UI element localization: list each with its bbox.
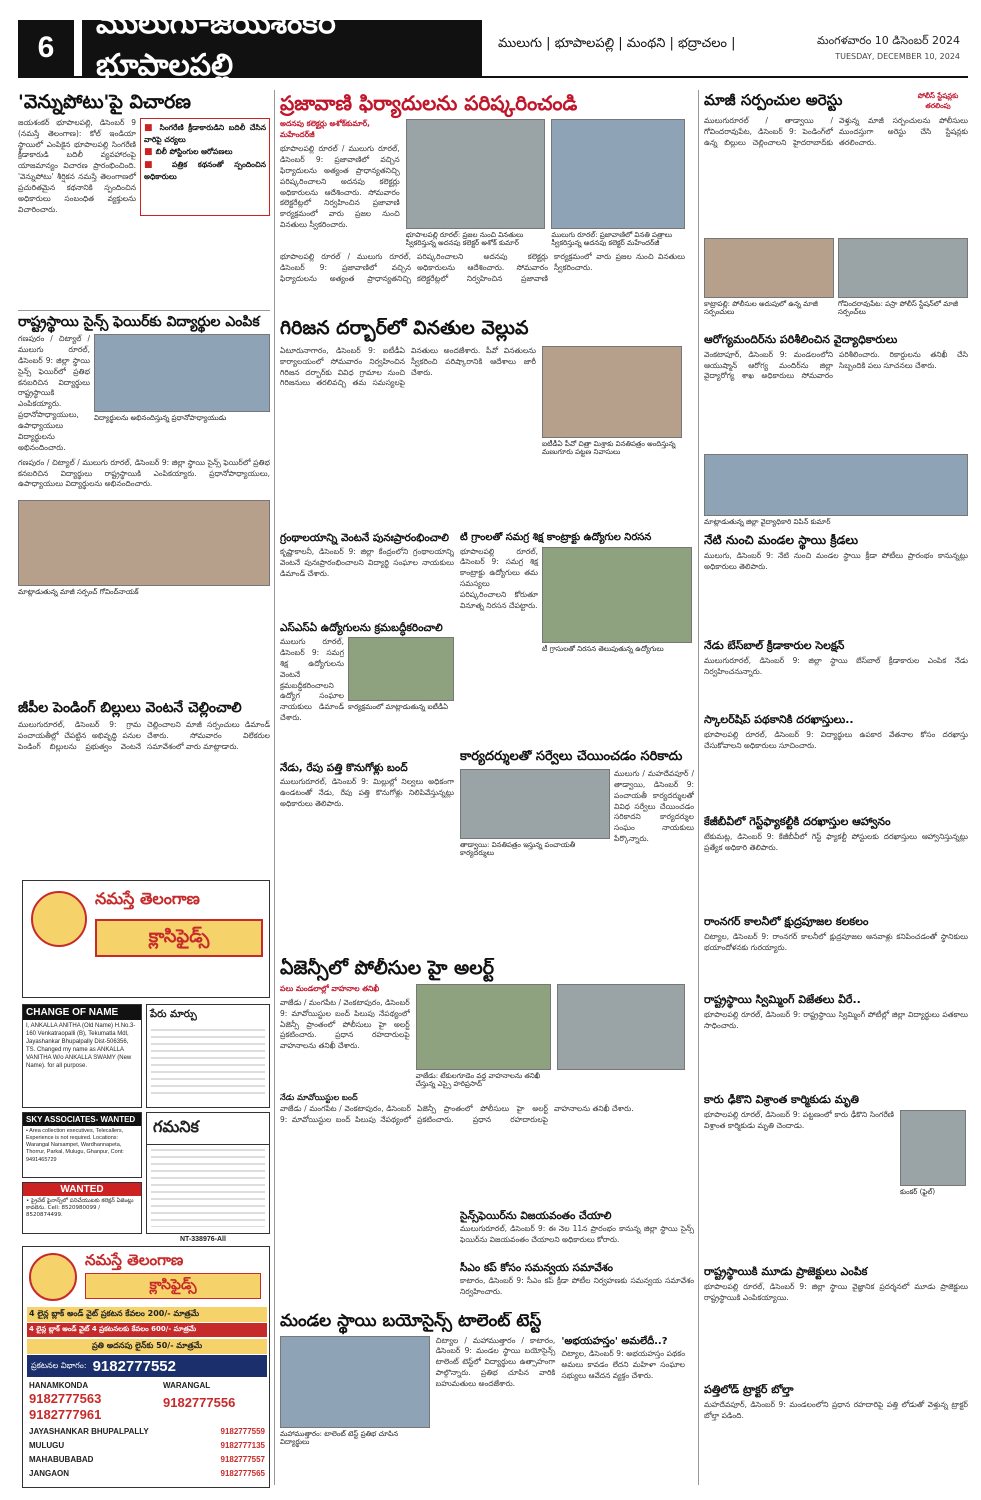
photo-health [704, 454, 968, 516]
office-row [29, 1469, 265, 1478]
article-body: భూపాలపల్లి రూరల్, డిసెంబర్ 9: పట్టణంలో కారు ఢీకొని సింగరేణి విశ్రాంత కార్మికుడు మృతి చెందాడు. [704, 1109, 894, 1130]
photo-protest [542, 547, 692, 643]
rate-line-3: ప్రతి అదనపు లైన్‌కు 50/- మాత్రమే [27, 1339, 267, 1354]
photo-caption: కార్యక్రమంలో మాట్లాడుతున్న ఐటీడీఏ [348, 703, 449, 712]
ad-change-of-name [22, 1004, 142, 1108]
headline: సీఎం కప్ కోసం సమన్వయ సమావేశం [460, 1262, 613, 1274]
article-vennupotu [18, 92, 270, 308]
article-body: భూపాలపల్లి రూరల్, డిసెంబర్ 9: రాష్ట్రస్థాయి స్విమ్మింగ్ పోటీల్లో జిల్లా విద్యార్థులు పతకాలు సాధించారు. [704, 1009, 968, 1030]
article-scholarship [704, 714, 968, 814]
headline: 'వెన్నుపోటు'పై విచారణ [18, 92, 191, 113]
article-body-cont: గణపురం / చిట్యాల్ / ములుగు రూరల్, డిసెంబర్ 9: జిల్లా స్థాయి సైన్స్ ఫెయిర్‌లో ప్రతిభ కనబరిచిన విద్యార్థులు రాష్ట్రస్థాయికి ఎంపికయ్యారు. ప్రధానోపాధ్యాయులు, ఉపాధ్యాయులు విద్యార్థులను అభినందించారు. [18, 457, 270, 489]
ad-text-block [151, 1149, 265, 1227]
photo-caption: భూపాలపల్లి రూరల్: ప్రజల నుంచి వినతులు స్వీకరిస్తున్న అదనపు కలెక్టర్ అశోక్ కుమార్ [405, 231, 524, 248]
office-name: JANGAON [29, 1469, 70, 1478]
headline: ప్రజావాణి ఫిర్యాదులను పరిష్కరించండి [280, 92, 578, 115]
photo-police-1 [416, 984, 552, 1070]
page-number: 6 [18, 20, 74, 76]
headline: ఏజెన్సీలో పోలీసుల హై అలర్ట్ [280, 958, 494, 979]
office-row [29, 1441, 265, 1450]
office-name: JAYASHANKAR BHUPALPALLY [29, 1427, 149, 1436]
subhead: అదనపు కలెక్టర్లు అశోక్‌కుమార్, మహేందర్‌జీ [280, 119, 371, 139]
classifieds-subtitle: క్లాసిఫైడ్స్ [85, 1273, 261, 1299]
article-body: చిట్యాల / మహాముత్తారం / కాటారం, డిసెంబర్ 9: మండల స్థాయి బయోసైన్స్ టాలెంట్ టెస్ట్‌లో విద్యార్థులు ఉత్సాహంగా పాల్గొన్నారు. ప్రతిభ చూపిన వారికి బహుమతులు అందజేశారు. [435, 1335, 556, 1389]
ad-peru-marpu [146, 1004, 270, 1108]
article-body-cont: వాజేడు / మంగపేట / వెంకటాపురం, డిసెంబర్ 9: మావోయిస్టుల బంద్ పిలుపు నేపథ్యంలో ఏజెన్సీ ప్రాంతంలో పోలీసులు హై అలర్ట్ ప్రకటించారు. ప్రధాన రహదారులపై వాహనాలను తనిఖీ చేశారు. [280, 1103, 634, 1124]
bullet-1: సింగరేణి క్రీడాకారుడిని బదిలీ చేసిన వారిపై చర్యలు [144, 122, 266, 144]
article-karyadarshi [460, 750, 694, 870]
photo-caption: వాజేడు: టేకులగూడెం వద్ద వాహనాలను తనిఖీ చేస్తున్న ఎస్సై హరిప్రసాద్ [415, 1071, 541, 1089]
article-bandh [280, 762, 454, 858]
headline: రాష్ట్రస్థాయి సైన్స్ ఫెయిర్‌కు విద్యార్థుల ఎంపిక [18, 314, 260, 330]
photo-prajavani-2 [551, 119, 685, 229]
headline: రాంనగర్ కాలనీలో క్షుద్రపూజల కలకలం [704, 916, 869, 928]
office-name: HANAMKONDA [29, 1381, 89, 1390]
article-sports [704, 534, 968, 638]
headline: సైన్స్‌ఫెయిర్‌ను విజయవంతం చేయాలి [460, 1210, 612, 1222]
article-swimming [704, 994, 968, 1092]
photo-ssa [348, 637, 454, 701]
subhead: పలు మండలాల్లో వాహనాల తనిఖీ [280, 983, 380, 993]
article-body: ములుగు / మహదేవపూర్ / తాడ్వాయి, డిసెంబర్ 9: పంచాయతీ కార్యదర్శులతో వివిధ సర్వేలు చేయించడం సరికాదని కార్యదర్శుల సంఘం నాయకులు పేర్కొన్నారు. [614, 768, 694, 844]
headline: గిరిజన దర్బార్‌లో వినతుల వెల్లువ [280, 318, 529, 339]
article-girijana [280, 318, 685, 528]
article-body: టేకుమట్ల, డిసెంబర్ 9: కేజీబీవీలో గెస్ట్ ఫ్యాకల్టీ పోస్టులకు దరఖాస్తులు ఆహ్వానిస్తున్నట్లు ప్రత్యేక అధికారి తెలిపారు. [704, 831, 968, 852]
office-name: MULUGU [29, 1441, 65, 1450]
article-science-fair [18, 314, 270, 702]
office-phone: 9182777556 [163, 1395, 236, 1410]
ad-gamanika [146, 1112, 270, 1234]
ad-heading: WANTED [23, 1183, 141, 1196]
article-granthalaya [280, 532, 454, 616]
headline: నేటి నుంచి మండల స్థాయి క్రీడలు [704, 534, 859, 547]
article-body: భూపాలపల్లి రూరల్ / ములుగు రూరల్, డిసెంబర్ 9: ప్రజావాణిలో వచ్చిన ఫిర్యాదులను అత్యంత ప్రాధాన్యతనిచ్చి పరిష్కరించాలని అదనపు కలెక్టర్లు అధికారులను ఆదేశించారు. సోమవారం కలెక్టరేట్లలో నిర్వహించిన ప్రజావాణి కార్యక్రమంలో వారు ప్రజల నుంచి వినతులు స్వీకరించారు. [280, 144, 400, 230]
article-body: జయశంకర్ భూపాలపల్లి, డిసెంబర్ 9 (నమస్తే తెలంగాణ): కోల్ ఇండియా స్థాయిలో ఎంపికైన భూపాలపల్లి సింగరేణి క్రీడాకారుడి బదిలీ వ్యవహారంపై యాజమాన్యం విచారణ ప్రారంభించింది. 'వెన్నుపోటు' శీర్షికన నమస్తే తెలంగాణలో ప్రచురితమైన కథనానికి స్పందించిన అధికారులు సంబంధిత వ్యక్తులను విచారించారు. [18, 117, 136, 214]
subhead-bandh: నేడు మావోయిస్టుల బంద్ [280, 1092, 358, 1102]
office-name: MAHABUBABAD [29, 1455, 94, 1464]
office-phone: 9182777557 [220, 1455, 265, 1464]
classifieds-title: నమస్తే తెలంగాణ [95, 889, 200, 908]
headline: స్కాలర్‌షిప్ పథకానికి దరఖాస్తులు.. [704, 714, 854, 726]
headline: ఆరోగ్యమందిర్‌ను పరిశీలించిన వైద్యాధికారులు [704, 334, 898, 346]
article-body: ములుగురూరల్, డిసెంబర్ 9: మిల్లుల్లో నిల్వలు అధికంగా ఉండటంతో నేడు, రేపు పత్తి కొనుగోళ్లు నిలిపివేస్తున్నట్లు అధికారులు తెలిపారు. [280, 777, 454, 808]
rate-line-2: 4 లైన్ల బ్లాక్ అండ్ వైట్ 4 ప్రకటనలకు కేవలం 600/- మాత్రమే [27, 1323, 267, 1337]
rate-line-1: 4 లైన్ల బ్లాక్ అండ్ వైట్ ప్రకటన కేవలం 200/- మాత్రమే [27, 1307, 267, 1322]
article-body: ములుగురూరల్ / తాడ్వాయి / గోవిందరావుపేట, డిసెంబర్ 9: పెండింగ్‌లో ఉన్న బిల్లులు చెల్లించాలని హైదరాబాద్‌కు వెళ్తున్న మాజీ సర్పంచులను పోలీసులు ముందస్తుగా అరెస్టు చేసి స్టేషన్లకు తరలించారు. [704, 116, 968, 147]
photo-caption: ములుగు రూరల్: ప్రజావాణిలో వినతి పత్రాలు స్వీకరిస్తున్న అదనపు కలెక్టర్ మహేందర్‌జీ [551, 231, 673, 248]
headline: పత్తిలోడ్ ట్రాక్టర్ బోల్తా [704, 1384, 794, 1396]
article-projects [704, 1266, 968, 1382]
bullet-3: పత్రిక కథనంతో స్పందించిన అధికారులు [144, 159, 266, 181]
article-body: ఏటూరునాగారం, డిసెంబర్ 9: ఐటీడీఏ కార్యాలయంలో సోమవారం నిర్వహించిన గిరిజన దర్బార్‌కు వివిధ గ్రామాల నుంచి గిరిజనులు తరలివచ్చి తమ సమస్యలపై వినతులు అందజేశారు. పీవో వినతులను స్వీకరించి పరిష్కారానికి ఆదేశాలు జారీ చేశారు. [280, 345, 536, 388]
photo-meeting [18, 500, 270, 586]
article-kgbv [704, 816, 968, 914]
article-body: గణపురం / చిట్యాల్ / ములుగు రూరల్, డిసెంబర్ 9: జిల్లా స్థాయి సైన్స్ ఫెయిర్‌లో ప్రతిభ కనబరిచిన విద్యార్థులు రాష్ట్రస్థాయికి ఎంపికయ్యారు. ప్రధానోపాధ్యాయులు, ఉపాధ్యాయులు విద్యార్థులను అభినందించారు. [18, 334, 90, 452]
headline: జీపీల పెండింగ్ బిల్లులు వెంటనే చెల్లించాలి [18, 700, 242, 716]
photo-caption: ఐటీడీఏ పీవో చిత్రా మిశ్రాకు వినతిపత్రం అందిస్తున్న మణుగూరు పట్టణ నివాసులు [542, 439, 676, 457]
headline: రాష్ట్రస్థాయికి మూడు ప్రాజెక్టులు ఎంపిక [704, 1266, 868, 1278]
office-row [29, 1455, 265, 1464]
article-sarpanch-arrest [704, 92, 968, 332]
photo-caption: గోవిందరావుపేట: పస్రా పోలీస్ స్టేషన్‌లో మాజీ సర్పంచ్‌లు [838, 300, 958, 317]
ad-sky-associates [22, 1112, 142, 1178]
ad-heading: గమనిక [147, 1113, 269, 1145]
article-cm-cup [460, 1262, 694, 1308]
article-gp-bills [18, 700, 270, 868]
ad-heading: పేరు మార్పు [150, 1009, 197, 1020]
ad-text-block [151, 1029, 265, 1099]
date-telugu: మంగళవారం 10 డిసెంబర్ 2024 [816, 34, 960, 47]
photo-arrest-1 [704, 238, 834, 298]
divider [18, 310, 270, 311]
highlight-box: ■ సింగరేణి క్రీడాకారుడిని బదిలీ చేసిన వారిపై చర్యలు ■ బిలీ పోస్టింగుల ఆరోపణలు ■ పత్రిక కథనంతో స్పందించిన అధికారులు [140, 118, 270, 216]
photo-girijana [542, 346, 682, 438]
photo-karyadarshi [460, 769, 610, 839]
article-body: కృష్ణాకాలనీ, డిసెంబర్ 9: జిల్లా కేంద్రంలోని గ్రంథాలయాన్ని వెంటనే పునఃప్రారంభించాలని విద్యార్థి సంఘాల నాయకులు డిమాండ్ చేశారు. [280, 547, 454, 578]
article-agency-alert [280, 958, 685, 1208]
office-phone: 9182777563 [29, 1391, 102, 1406]
photo-caption: మాట్లాడుతున్న జిల్లా వైద్యాధికారి విపిన్ కుమార్ [704, 517, 831, 526]
bullet-2: బిలీ పోస్టింగుల ఆరోపణలు [155, 146, 233, 156]
article-body: చిట్యాల, డిసెంబర్ 9: రాంనగర్ కాలనీలో క్షుద్రపూజల ఆనవాళ్లు కనిపించడంతో స్థానికులు భయాందోళనకు గురయ్యారు. [704, 931, 968, 952]
ad-ref: NT-338976-All [180, 1236, 226, 1243]
article-body: భూపాలపల్లి రూరల్, డిసెంబర్ 9: జిల్లా స్థాయి వైజ్ఞానిక ప్రదర్శనలో మూడు ప్రాజెక్టులు రాష్ట్రస్థాయికి ఎంపికయ్యాయి. [704, 1281, 968, 1302]
photo-caption: టీ గ్రాసులతో నిరసన తెలుపుతున్న ఉద్యోగులు [542, 644, 664, 653]
contact-label: ప్రకటనల విభాగం: [31, 1360, 87, 1370]
photo-police-2 [557, 984, 685, 1070]
photo-arrest-2 [838, 238, 968, 298]
headline: 'అభయహస్తం' అమలేదీ..? [561, 1335, 668, 1347]
headline: రాష్ట్రస్థాయి స్విమ్మింగ్ విజేతలు వీరే.. [704, 994, 861, 1006]
headline: నేడు బేస్‌బాల్ క్రీడాకారుల సెలక్షన్ [704, 640, 845, 652]
photo-caption: మహాముత్తారం: టాలెంట్ టెస్ట్ ప్రతిభ చూపిన విద్యార్థులు [280, 1429, 399, 1446]
article-body: కాటారం, డిసెంబర్ 9: సీఎం కప్ క్రీడా పోటీల నిర్వహణకు సమన్వయ సమావేశం నిర్వహించారు. [460, 1276, 694, 1296]
office-phone: 9182777559 [220, 1427, 265, 1436]
article-body: భూపాలపల్లి రూరల్, డిసెంబర్ 9: సమగ్ర శిక్ష కాంట్రాక్టు ఉద్యోగులు తమ సమస్యలు పరిష్కరించాలని కోరుతూ వినూత్న నిరసన చేపట్టారు. [460, 546, 538, 610]
town-list: ములుగు | భూపాలపల్లి | మంథని | భద్రాచలం | [498, 36, 736, 51]
article-tractor [704, 1384, 968, 1488]
article-body: భూపాలపల్లి రూరల్, డిసెంబర్ 9: విద్యార్థులు ఉపకార వేతనాల కోసం దరఖాస్తు చేసుకోవాలని అధికారులు సూచించారు. [704, 729, 968, 750]
headline: నేడు, రేపు పత్తి కొనుగోళ్లు బంద్ [280, 762, 408, 774]
article-body: ములుగురూరల్, డిసెంబర్ 9: ఈ నెల 11న ప్రారంభం కానున్న జిల్లా స్థాయి సైన్స్ ఫెయిర్‌ను విజయవంతం చేయాలని అధికారులు కోరారు. [460, 1224, 694, 1244]
classifieds-banner [22, 880, 270, 998]
photo-caption: విద్యార్థులను అభినందిస్తున్న ప్రధానోపాధ్యాయుడు [94, 414, 227, 423]
office-row [29, 1427, 265, 1436]
ad-wanted [22, 1182, 142, 1234]
section-title: ములుగు-జయశంకర్ భూపాలపల్లి [82, 20, 482, 76]
headline: టీ గ్రాంలతో సమగ్ర శిక్ష కాంట్రాక్టు ఉద్యోగుల నిరసన [460, 532, 652, 543]
tag: పోలీస్ స్టేషన్లకు తరలింపు [917, 92, 959, 110]
article-body: వాజేడు / మంగపేట / వెంకటాపురం, డిసెంబర్ 9: మావోయిస్టుల బంద్ పిలుపు నేపథ్యంలో ఏజెన్సీ ప్రాంతంలో పోలీసులు హై అలర్ట్ ప్రకటించారు. ప్రధాన రహదారులపై వాహనాలను తనిఖీ చేశారు. [280, 997, 410, 1051]
article-aarogya [704, 334, 968, 530]
headline: ఎస్‌ఎస్ఏ ఉద్యోగులను క్రమబద్ధీకరించాలి [280, 622, 443, 634]
contact-phone: 9182777552 [92, 1357, 176, 1375]
headline: కేజీబీవీలో గెస్ట్‌ఫ్యాకల్టీకి దరఖాస్తుల ఆహ్వానం [704, 816, 891, 828]
headline: కారు ఢీకొని విశ్రాంత కార్మికుడు మృతి [704, 1094, 860, 1106]
office-phone: 9182777565 [220, 1469, 265, 1478]
article-body-cont: భూపాలపల్లి రూరల్ / ములుగు రూరల్, డిసెంబర్ 9: ప్రజావాణిలో వచ్చిన ఫిర్యాదులను అత్యంత ప్రాధాన్యతనిచ్చి పరిష్కరించాలని అదనపు కలెక్టర్లు అధికారులను ఆదేశించారు. సోమవారం కలెక్టరేట్లలో నిర్వహించిన ప్రజావాణి కార్యక్రమంలో వారు ప్రజల నుంచి వినతులు స్వీకరించారు. [280, 251, 685, 283]
article-body: ములుగురూరల్, డిసెంబర్ 9: గ్రామ పంచాయతీల్లో చేపట్టిన అభివృద్ధి పనుల పెండింగ్ బిల్లులను ప్రభుత్వం వెంటనే చెల్లించాలని మాజీ సర్పంచులు డిమాండ్ చేశారు. సోమవారం విలేకరుల సమావేశంలో వారు మాట్లాడారు. [18, 720, 270, 751]
ad-heading: SKY ASSOCIATES- WANTED [23, 1113, 141, 1126]
photo-students [280, 1336, 430, 1428]
article-ssa-employees [280, 622, 454, 760]
namaste-logo [31, 891, 87, 947]
headline: మాజీ సర్పంచుల అరెస్టు [704, 92, 843, 109]
article-body: మహదేవపూర్, డిసెంబర్ 9: మండలంలోని ప్రధాన రహదారిపై పత్తి లోడుతో వెళ్తున్న ట్రాక్టర్ బోల్తా పడింది. [704, 1399, 968, 1420]
date-english: TUESDAY, DECEMBER 10, 2024 [835, 52, 960, 61]
ad-heading: CHANGE OF NAME [23, 1005, 141, 1020]
article-body: చిట్యాల, డిసెంబర్ 9: అభయహస్తం పథకం అమలు కావడం లేదని మహిళా సంఘాల సభ్యులు ఆవేదన వ్యక్తం చేశారు. [561, 1349, 685, 1380]
photo-caption: తాడ్వాయి: వినతిపత్రం ఇస్తున్న పంచాయతీ కార్యదర్శులు [460, 840, 576, 858]
headline: గ్రంథాలయాన్ని వెంటనే పునఃప్రారంభించాలి [280, 532, 449, 544]
photo-students [94, 334, 270, 412]
classifieds-subtitle: క్లాసిఫైడ్స్ [95, 919, 263, 957]
article-ts-contract [460, 532, 694, 748]
article-puja [704, 916, 968, 992]
office-phone: 9182777961 [29, 1407, 102, 1422]
article-car-death [704, 1094, 968, 1264]
article-body: ములుగు, డిసెంబర్ 9: నేటి నుంచి మండల స్థాయి క్రీడా పోటీలు ప్రారంభం కానున్నట్లు అధికారులు తెలిపారు. [704, 550, 968, 571]
photo-caption: కుంకర్ (ఫైల్) [900, 1187, 936, 1196]
article-body: వెంకటాపూర్, డిసెంబర్ 9: మండలంలోని ఆయుష్మాన్ ఆరోగ్య మందిర్‌ను జిల్లా వైద్యారోగ్య శాఖ అధికారులు సోమవారం పరిశీలించారు. రికార్డులను తనిఖీ చేసి సిబ్బందికి పలు సూచనలు చేశారు. [704, 349, 968, 381]
column-rule [274, 90, 275, 1485]
article-science-win [460, 1210, 694, 1264]
ad-body: • ప్రైవేట్ ఫైనాన్స్‌లో పనిచేయుటకు కలెక్షన్ ఏజెంట్లు కావలెను. Cell: 8520980099 / 8520874499. [26, 1198, 134, 1219]
article-body: ములుగురూరల్, డిసెంబర్ 9: జిల్లా స్థాయి బేస్‌బాల్ క్రీడాకారుల ఎంపిక నేడు నిర్వహించనున్నారు. [704, 655, 968, 676]
ad-body: I, ANKALLA ANITHA (Old Name) H.No.3-160 Venkatraopalli (B), Tekumatla Mdl, Jayashankar Bhupalpally Dist-506356, TS. Changed my name as ANKALLA VANITHA W/o ANKALLA SWAMY (New Name). for all purpose. [26, 1023, 136, 1070]
office-name: WARANGAL [163, 1381, 211, 1390]
article-body: ములుగు రూరల్, డిసెంబర్ 9: సమగ్ర శిక్ష ఉద్యోగులను వెంటనే క్రమబద్ధీకరించాలని ఉద్యోగ సంఘాల నాయకులు డిమాండ్ చేశారు. [280, 637, 344, 723]
contact-strip [27, 1355, 267, 1377]
column-rule [698, 90, 699, 1485]
masthead [18, 6, 968, 83]
ad-body: • Area collection executives, Telecallers, Experience is not required. Locations: Warangal Narsampet, Wardhannapeta, Thorrur, Parkal, Mulugu, Ghanpur, Cont: 9491465729 [26, 1128, 124, 1163]
headline: కార్యదర్శులతో సర్వేలు చేయించడం సరికాదు [460, 750, 683, 764]
namaste-logo [29, 1253, 77, 1301]
photo-deceased [900, 1110, 966, 1186]
classifieds-title: నమస్తే తెలంగాణ [85, 1251, 184, 1269]
photo-caption: మాట్లాడుతున్న మాజీ సర్పంచ్ గోవింద్‌నాయక్ [18, 588, 139, 597]
office-phone: 9182777135 [220, 1441, 265, 1450]
photo-prajavani-1 [406, 119, 546, 229]
headline: మండల స్థాయి బయోసైన్స్ టాలెంట్ టెస్ట్ [280, 1312, 542, 1331]
photo-caption: కాట్రాపల్లి: పోలీసుల అదుపులో ఉన్న మాజీ సర్పంచులు [704, 300, 818, 317]
article-baseball [704, 640, 968, 712]
classifieds-rates-ad [22, 1246, 270, 1488]
article-talent-test [280, 1312, 685, 1488]
